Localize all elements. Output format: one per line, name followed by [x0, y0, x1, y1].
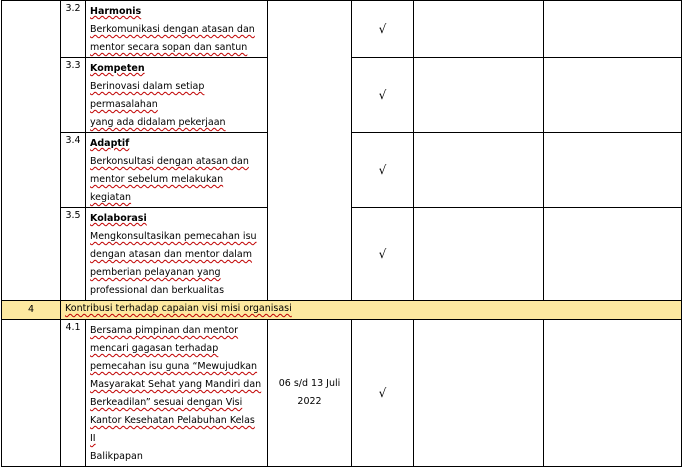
empty-cell — [414, 133, 544, 208]
description-line: pemberian pelayanan yang — [90, 267, 221, 278]
activity-description — [86, 208, 268, 301]
empty-cell — [414, 1, 544, 58]
description-line: Masyarakat Sehat yang Mandiri dan — [90, 379, 262, 390]
value-title: Kompeten — [90, 63, 145, 74]
empty-cell — [414, 320, 544, 467]
empty-cell — [544, 58, 682, 133]
number-cell — [2, 320, 61, 467]
activity-description — [86, 1, 268, 58]
table-row — [2, 1, 682, 58]
description-line: Bersama pimpinan dan mentor — [90, 325, 239, 336]
check-mark: √ — [352, 1, 414, 58]
date-cell — [268, 1, 352, 301]
empty-cell — [414, 208, 544, 301]
description-line: professional dan berkualitas — [90, 285, 225, 296]
activity-description — [86, 133, 268, 208]
empty-cell — [544, 320, 682, 467]
description-line: Kantor Kesehatan Pelabuhan Kelas II — [90, 415, 255, 444]
description-line: yang ada didalam pekerjaan — [90, 117, 226, 128]
section-header-row — [2, 301, 682, 320]
check-mark: √ — [352, 133, 414, 208]
check-mark: √ — [352, 208, 414, 301]
sub-number: 3.2 — [61, 1, 86, 58]
table-row — [2, 320, 682, 467]
activity-description — [86, 58, 268, 133]
description-line: Balikpapan — [90, 451, 143, 462]
sub-number: 4.1 — [61, 320, 86, 467]
check-mark: √ — [352, 58, 414, 133]
activity-table — [1, 0, 682, 467]
value-title: Adaptif — [90, 138, 130, 149]
activity-description — [86, 320, 268, 467]
check-mark: √ — [352, 320, 414, 467]
empty-cell — [544, 208, 682, 301]
description-line: Berkonsultasi dengan atasan dan — [90, 156, 249, 167]
date-text: 06 s/d 13 Juli 2022 — [278, 378, 341, 407]
description-line: mencari gagasan terhadap — [90, 343, 219, 354]
value-title: Kolaborasi — [90, 213, 147, 224]
sub-number: 3.4 — [61, 133, 86, 208]
description-line: Mengkonsultasikan pemecahan isu — [90, 231, 257, 242]
date-cell — [268, 320, 352, 467]
empty-cell — [544, 133, 682, 208]
description-line: Berinovasi dalam setiap permasalahan — [90, 81, 205, 110]
description-line: dengan atasan dan mentor dalam — [90, 249, 253, 260]
empty-cell — [544, 1, 682, 58]
section-title — [61, 301, 682, 320]
section-number: 4 — [2, 301, 61, 320]
description-line: mentor sebelum melakukan kegiatan — [90, 174, 224, 203]
number-cell — [2, 1, 61, 301]
description-line: Berkeadilan” sesuai dengan Visi — [90, 397, 243, 408]
value-title: Harmonis — [90, 6, 142, 17]
description-line: mentor secara sopan dan santun — [90, 42, 248, 53]
sub-number: 3.3 — [61, 58, 86, 133]
empty-cell — [414, 58, 544, 133]
sub-number: 3.5 — [61, 208, 86, 301]
description-line: Berkomunikasi dengan atasan dan — [90, 24, 255, 35]
section-title-text: Kontribusi terhadap capaian visi misi organisasi — [65, 303, 292, 314]
description-line: pemecahan isu guna “Mewujudkan — [90, 361, 258, 372]
